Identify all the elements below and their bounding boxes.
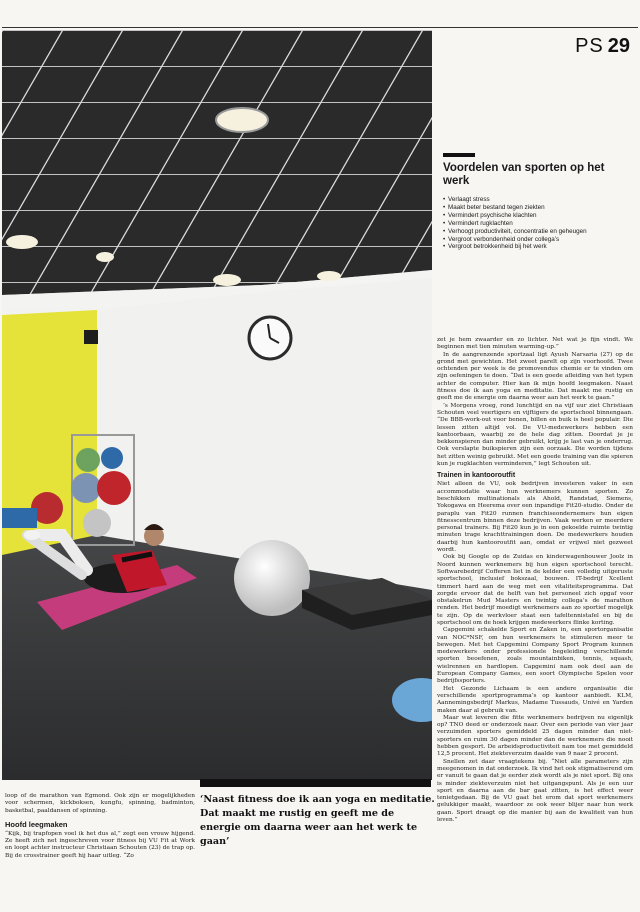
paragraph: zet je hem zwaarder en zo lichter. Net wat je fijn vindt. We beginnen met tien minuten warming-up.” bbox=[437, 337, 633, 351]
list-item: • Vergroot betrokkenheid bij het werk bbox=[443, 243, 633, 251]
article-right-column bbox=[437, 337, 633, 824]
paragraph: In de aangrenzende sportzaal ligt Ayush Narsaria (27) op de grond met gewichten. Het zweet parelt op zijn voorhoofd. Twee ochtenden per week is de promovendus chemie er te vinden om zijn oefeningen te doen. “Dat is een goede afleiding van het typen achter de computer. Hier kan ik mijn hoofd leegmaken. Naast fitness doe ik aan yoga en meditatie. Dat maakt me rustig en geeft me de energie om daarna weer aan het werk te gaan.” bbox=[437, 351, 633, 402]
info-box-title: Voordelen van sporten op het werk bbox=[443, 162, 605, 187]
paragraph: Maar wat leveren die fitte werknemers bedrijven nu eigenlijk op? TNO deed er onderzoek naar. Over een periode van vier jaar verzuimden sporters gemiddeld 25 dagen minder dan niet-sporters en ruim 30 dagen minder dan de werknemers die nooit hebben gesport. De arbeidsproductiviteit nam toe met gemiddeld 12,5 procent. Het ziekteverzuim daalde van 9 naar 2 procent. bbox=[437, 714, 633, 758]
gym-photo bbox=[2, 30, 432, 780]
paragraph: Niet alleen de VU, ook bedrijven investeren vaker in een accommodatie waar hun werknemers kunnen sporten. Zo beschikken multinationals als Ahold, Randstad, Siemens, Yokogawa en Heerema over een inpandige Fit20-studio. Onder de paraplu van Fit20 runnen franchiseondernemers hun eigen fitnesscentrum binnen deze bedrijven. Vaak werken er meerdere personal trainers. Bij Fit20 kun je in een gekoelde ruimte twintig minuten trage krachttrainingen doen. De medewerkers houden daarbij hun kantooroutfit aan, omdat er vrijwel niet gezweet wordt. bbox=[437, 481, 633, 554]
list-item: • Vermindert rugklachten bbox=[443, 220, 633, 228]
list-item: • Vergroot verbondenheid onder collega’s bbox=[443, 236, 633, 244]
info-box-rule bbox=[443, 153, 475, 157]
page-number: 29 bbox=[607, 35, 630, 57]
subheading: Hoofd leegmaken bbox=[5, 819, 68, 829]
paragraph: Ook bij Google op de Zuidas en kinderwagenbouwer Joolz in Noord kunnen werknemers bij hun eigen sportschool terecht. Softwarebedrijf Cofferen liet in de kelder een volledig uitgeruste sportschool, inclusief bokszaal, bouwen. IT-bedrijf Xcellent timmert hard aan de weg met een vitaliteitsprogramma. Dat zorgde ervoor dat de helft van het personeel zich opgaf voor obstakelrun Mud Masters en twintig collega’s de marathon renden. Het bedrijf moedigt werknemers aan zo sportief mogelijk te zijn. Op de werkvloer staat een tafeltennistafel en bij de sportschool om de hoek krijgen medewerkers flinke korting. bbox=[437, 554, 633, 626]
list-item: • Vermindert psychische klachten bbox=[443, 212, 633, 220]
list-item: • Verhoogt productiviteit, concentratie en geheugen bbox=[443, 228, 633, 236]
info-box bbox=[443, 153, 633, 251]
benefits-list bbox=[443, 196, 633, 251]
paragraph: Capgemini schakelde Sport en Zaken in, een sportorganisatie van NOC*NSF, om hun werknemers te stimuleren meer te bewegen. Met het Capgemini Company Sport Program kunnen medewerkers onder professionele begeleiding verschillende sporten beoefenen, zoals mountainbiken, tennis, squash, wielrennen en hardlopen. Capgemini nam ook deel aan de European Company Games, een soort Olympische Spelen voor bedrijfssporters. bbox=[437, 627, 633, 685]
article-left-column bbox=[5, 793, 195, 860]
quote-rule bbox=[200, 779, 431, 787]
section-label: PS bbox=[575, 35, 604, 57]
paragraph: Het Gezonde Lichaam is een andere organisatie die verschillende sportprogramma’s op kantoor aanbiedt. KLM, Aannemingsbedrijf Markus, Madame Tussauds, Univé en Yarden maken daar al gebruik van. bbox=[437, 685, 633, 714]
paragraph: ’s Morgens vroeg, rond lunchtijd en na vijf uur ziet Christiaan Schouten veel veertigers en vijftigers de sportschool binnengaan. “De BBB-work-out voor benen, billen en buik is heel populair. Die lessen zitten altijd vol. De VU-medewerkers hebben een kantoorbaan, waarbij ze de hele dag zitten. Doordat je je bekkenspieren dan minder gebruikt, krijg je last van je onderrug. Ook verslapte buikspieren zijn een oorzaak. Die worden tijdens het zitten weinig gebruikt. Met een goede training van die spieren kun je rugklachten verminderen,” legt Schouten uit. bbox=[437, 402, 633, 468]
list-item: • Verlaagt stress bbox=[443, 196, 633, 204]
page-folio bbox=[575, 35, 630, 58]
paragraph: “Kijk, bij trapfopen voel ik het dus al,” zegt een vrouw hijgend. Ze heeft zich net ingeschreven voor fitness bij VU Fit at Work en loopt achter instructeur Christiaan Schouten (23) de trap op. Bij de crosstrainer geeft hij haar uitleg. “Zo bbox=[5, 830, 195, 859]
pull-quote: ‘Naast fitness doe ik aan yoga en meditatie. Dat maakt me rustig en geeft me de energie om daarna weer aan het werk te gaan’ bbox=[200, 794, 435, 847]
paragraph: loop of de marathon van Egmond. Ook zijn er mogelijkheden voor schermen, kickboksen, kungfu, spinning, badminton, basketbal, paaldansen of spinning. bbox=[5, 793, 195, 814]
subheading: Trainen in kantooroutfit bbox=[437, 472, 516, 480]
paragraph: Snellen zet daar vraagtekens bij. “Niet alle parameters zijn meegenomen in dat onderzoek. Ik vind het ook stigmatiserend om er vanuit te gaan dat je eerder ziek wordt als je niet sport. Bij ons is minder ziekteverzuim niet het uitgangspunt. Als je een uur sport en daarna aan de bar gaat zitten, is het effect weer tenietgedaan. Bij de VU gaat het erom dat sport werknemers gelukkiger maakt, waardoor ze ook weer blijer naar hun werk gaan. Sport draagt op die manier bij aan de kwaliteit van hun leven.” bbox=[437, 758, 633, 823]
list-item: • Maakt beter bestand tegen ziekten bbox=[443, 204, 633, 212]
top-rule bbox=[2, 27, 638, 28]
